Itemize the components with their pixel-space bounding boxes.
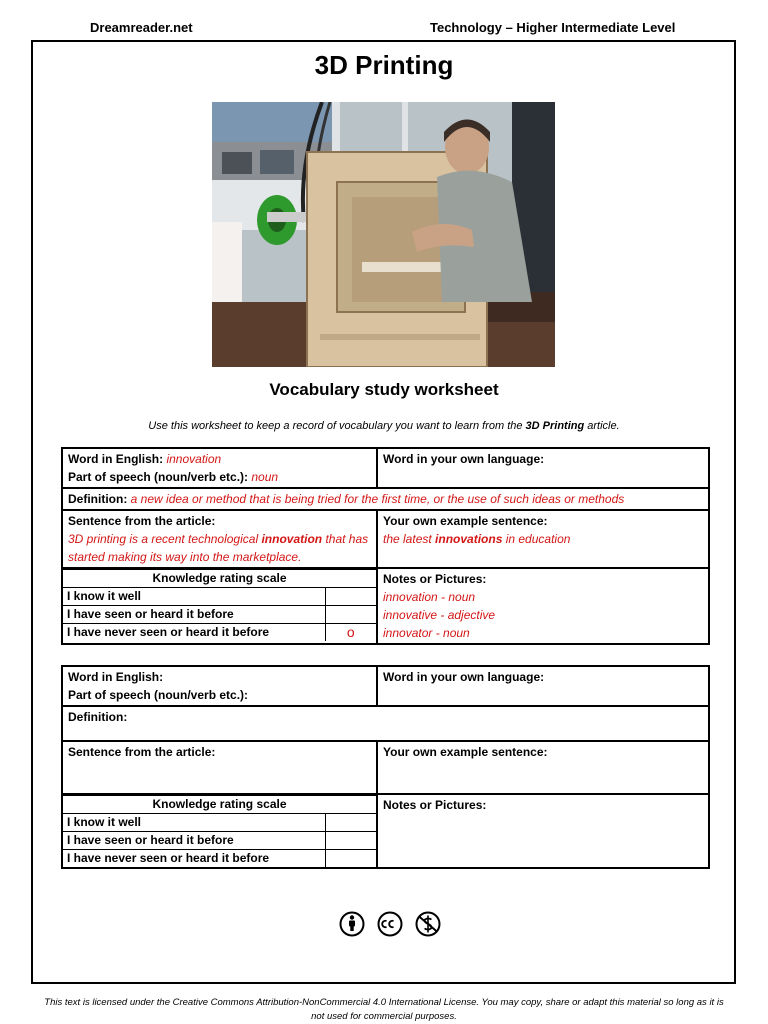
printer-photo xyxy=(212,102,555,367)
rating-table xyxy=(63,569,376,641)
own-language-label: Word in your own language: xyxy=(383,670,545,684)
vocab-card-blank xyxy=(61,665,710,869)
word-english-value: innovation xyxy=(166,452,222,466)
article-sentence-keyword: innovation xyxy=(261,532,323,546)
rating-know-well: I know it well xyxy=(63,588,325,606)
rating-know-well-box[interactable] xyxy=(325,588,376,606)
instructions xyxy=(0,420,768,432)
article-sentence-text-2: that has started making its way into the marketplace. xyxy=(68,532,369,564)
own-language-cell xyxy=(377,448,709,488)
definition-label: Definition: xyxy=(68,710,128,724)
rating-seen-heard-box[interactable] xyxy=(325,606,376,624)
own-sentence-text-1: the latest xyxy=(383,532,436,546)
word-english-label: Word in English: xyxy=(68,670,164,684)
rating-cell xyxy=(62,794,377,868)
rating-never-seen-box[interactable]: o xyxy=(325,624,376,642)
rating-scale-label: Knowledge rating scale xyxy=(63,796,376,814)
notes-label: Notes or Pictures: xyxy=(383,572,487,586)
creative-commons-icon xyxy=(379,913,402,936)
rating-seen-heard: I have seen or heard it before xyxy=(63,606,325,624)
article-sentence-text-1: 3D printing is a recent technological xyxy=(68,532,262,546)
rating-know-well-box[interactable] xyxy=(325,814,376,832)
part-of-speech-label: Part of speech (noun/verb etc.): xyxy=(68,688,249,702)
own-sentence-cell[interactable] xyxy=(377,741,709,794)
notes-label: Notes or Pictures: xyxy=(383,798,487,812)
rating-never-seen: I have never seen or heard it before xyxy=(63,624,325,642)
instructions-text-2: article. xyxy=(584,420,620,432)
printer-photo-illustration xyxy=(212,102,555,367)
own-sentence-text-2: in education xyxy=(502,532,571,546)
instructions-article-title: 3D Printing xyxy=(525,420,585,432)
rating-scale-label: Knowledge rating scale xyxy=(63,570,376,588)
rating-seen-heard: I have seen or heard it before xyxy=(63,832,325,850)
definition-cell xyxy=(62,488,709,510)
article-sentence-cell xyxy=(62,510,377,568)
license-icons-svg xyxy=(338,910,442,938)
own-sentence-label: Your own example sentence: xyxy=(383,514,548,528)
notes-cell[interactable] xyxy=(377,794,709,868)
notes-cell xyxy=(377,568,709,644)
own-language-label: Word in your own language: xyxy=(383,452,545,466)
definition-cell[interactable] xyxy=(62,706,709,741)
attribution-icon xyxy=(341,913,364,936)
definition-value: a new idea or method that is being tried for the first time, or the use of such ideas or methods xyxy=(130,492,625,506)
word-english-cell[interactable] xyxy=(62,666,377,706)
license-icons xyxy=(338,910,442,938)
word-english-label: Word in English: xyxy=(68,452,164,466)
article-sentence-label: Sentence from the article: xyxy=(68,745,216,759)
article-sentence-cell[interactable] xyxy=(62,741,377,794)
page-title: 3D Printing xyxy=(314,50,454,80)
part-of-speech-label: Part of speech (noun/verb etc.): xyxy=(68,470,249,484)
own-sentence-label: Your own example sentence: xyxy=(383,745,548,759)
own-language-cell[interactable] xyxy=(377,666,709,706)
definition-label: Definition: xyxy=(68,492,128,506)
vocab-card-example xyxy=(61,447,710,645)
rating-seen-heard-box[interactable] xyxy=(325,832,376,850)
notes-line-3: innovator - noun xyxy=(383,626,470,640)
license-footer: This text is licensed under the Creative Commons Attribution-NonCommercial 4.0 International License. You may copy, share or adapt this material so long as it is not used for commercial purposes. xyxy=(44,997,724,1022)
level-label: Technology – Higher Intermediate Level xyxy=(430,20,676,35)
word-english-cell xyxy=(62,448,377,488)
instructions-text-1: Use this worksheet to keep a record of vocabulary you want to learn from the xyxy=(148,420,526,432)
noncommercial-icon xyxy=(417,913,440,936)
part-of-speech-value: noun xyxy=(251,470,279,484)
notes-line-1: innovation - noun xyxy=(383,590,476,604)
rating-cell xyxy=(62,568,377,644)
own-sentence-cell xyxy=(377,510,709,568)
site-name: Dreamreader.net xyxy=(90,20,193,35)
notes-line-2: innovative - adjective xyxy=(383,608,496,622)
rating-table xyxy=(63,795,376,867)
own-sentence-keyword: innovations xyxy=(435,532,503,546)
rating-never-seen-box[interactable] xyxy=(325,850,376,868)
article-sentence-label: Sentence from the article: xyxy=(68,514,216,528)
worksheet-subtitle: Vocabulary study worksheet xyxy=(269,380,499,399)
rating-know-well: I know it well xyxy=(63,814,325,832)
rating-never-seen: I have never seen or heard it before xyxy=(63,850,325,868)
